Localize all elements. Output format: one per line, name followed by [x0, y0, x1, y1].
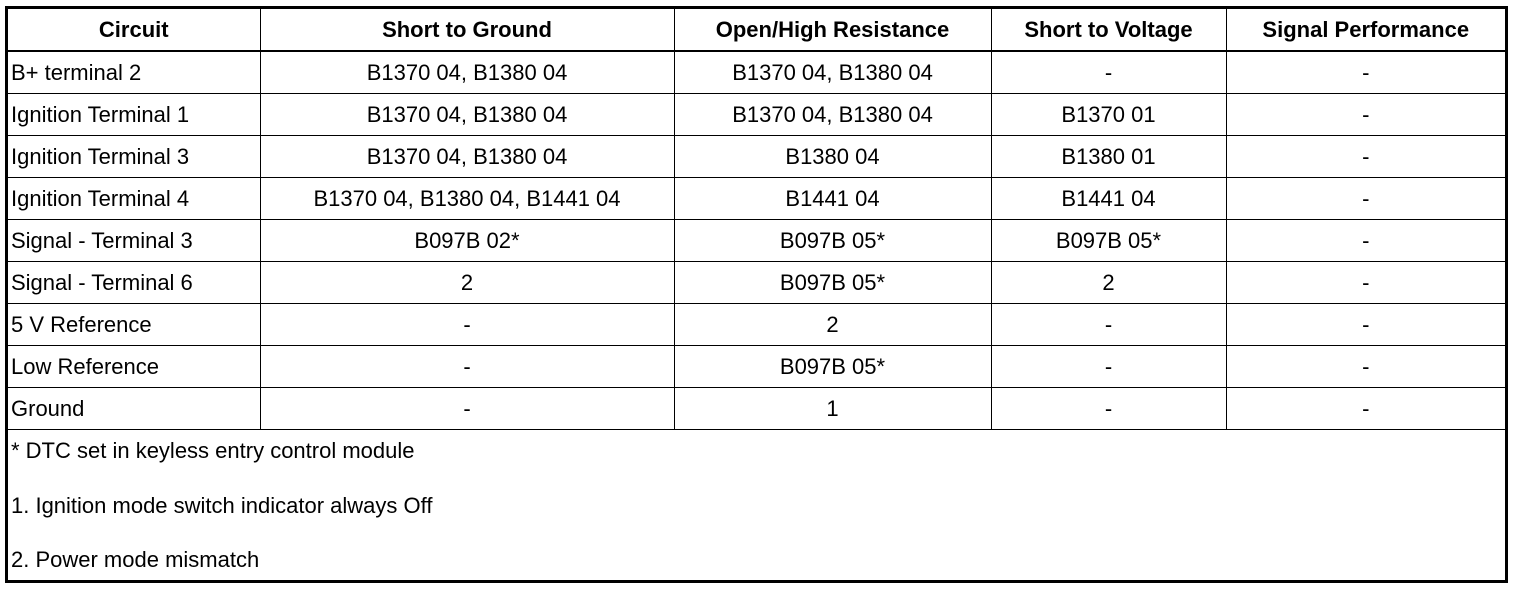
circuit-cell: Ground: [8, 388, 260, 430]
short-to-voltage-cell: -: [991, 346, 1226, 388]
open-high-resistance-cell: 1: [674, 388, 991, 430]
table-notes: [8, 430, 1505, 580]
header-open-high-resistance: Open/High Resistance: [674, 9, 991, 51]
circuit-cell: Ignition Terminal 4: [8, 178, 260, 220]
short-to-voltage-cell: 2: [991, 262, 1226, 304]
short-to-ground-cell: B1370 04, B1380 04, B1441 04: [260, 178, 674, 220]
short-to-voltage-cell: B1380 01: [991, 136, 1226, 178]
header-signal-performance: Signal Performance: [1226, 9, 1505, 51]
signal-performance-cell: -: [1226, 94, 1505, 136]
short-to-ground-cell: 2: [260, 262, 674, 304]
signal-performance-cell: -: [1226, 136, 1505, 178]
short-to-voltage-cell: -: [991, 388, 1226, 430]
table-row: [8, 51, 1505, 94]
dtc-table-frame: [5, 6, 1508, 583]
short-to-voltage-cell: -: [991, 51, 1226, 94]
header-short-to-ground: Short to Ground: [260, 9, 674, 51]
signal-performance-cell: -: [1226, 51, 1505, 94]
circuit-cell: Ignition Terminal 1: [8, 94, 260, 136]
open-high-resistance-cell: B1441 04: [674, 178, 991, 220]
circuit-cell: 5 V Reference: [8, 304, 260, 346]
table-row: [8, 220, 1505, 262]
signal-performance-cell: -: [1226, 304, 1505, 346]
circuit-cell: Ignition Terminal 3: [8, 136, 260, 178]
circuit-cell: Signal - Terminal 3: [8, 220, 260, 262]
short-to-ground-cell: B1370 04, B1380 04: [260, 94, 674, 136]
open-high-resistance-cell: B097B 05*: [674, 346, 991, 388]
circuit-cell: B+ terminal 2: [8, 51, 260, 94]
open-high-resistance-cell: B1380 04: [674, 136, 991, 178]
table-row: [8, 388, 1505, 430]
note-dtc-keyless-entry: * DTC set in keyless entry control module: [11, 438, 415, 463]
open-high-resistance-cell: B1370 04, B1380 04: [674, 51, 991, 94]
table-row: [8, 94, 1505, 136]
open-high-resistance-cell: B097B 05*: [674, 262, 991, 304]
dtc-table: [8, 9, 1505, 430]
signal-performance-cell: -: [1226, 388, 1505, 430]
table-row: [8, 136, 1505, 178]
header-short-to-voltage: Short to Voltage: [991, 9, 1226, 51]
table-row: [8, 346, 1505, 388]
signal-performance-cell: -: [1226, 220, 1505, 262]
table-header-row: [8, 9, 1505, 51]
table-row: [8, 178, 1505, 220]
open-high-resistance-cell: B1370 04, B1380 04: [674, 94, 991, 136]
circuit-cell: Signal - Terminal 6: [8, 262, 260, 304]
table-row: [8, 262, 1505, 304]
short-to-ground-cell: -: [260, 346, 674, 388]
open-high-resistance-cell: B097B 05*: [674, 220, 991, 262]
short-to-ground-cell: B097B 02*: [260, 220, 674, 262]
short-to-voltage-cell: B1441 04: [991, 178, 1226, 220]
signal-performance-cell: -: [1226, 346, 1505, 388]
short-to-ground-cell: -: [260, 304, 674, 346]
short-to-voltage-cell: B1370 01: [991, 94, 1226, 136]
note-power-mode-mismatch: 2. Power mode mismatch: [11, 547, 260, 572]
short-to-ground-cell: -: [260, 388, 674, 430]
header-circuit: Circuit: [8, 9, 260, 51]
short-to-ground-cell: B1370 04, B1380 04: [260, 136, 674, 178]
signal-performance-cell: -: [1226, 262, 1505, 304]
table-row: [8, 304, 1505, 346]
note-ignition-mode-switch: 1. Ignition mode switch indicator always Off: [11, 493, 433, 518]
short-to-ground-cell: B1370 04, B1380 04: [260, 51, 674, 94]
signal-performance-cell: -: [1226, 178, 1505, 220]
short-to-voltage-cell: -: [991, 304, 1226, 346]
open-high-resistance-cell: 2: [674, 304, 991, 346]
circuit-cell: Low Reference: [8, 346, 260, 388]
short-to-voltage-cell: B097B 05*: [991, 220, 1226, 262]
